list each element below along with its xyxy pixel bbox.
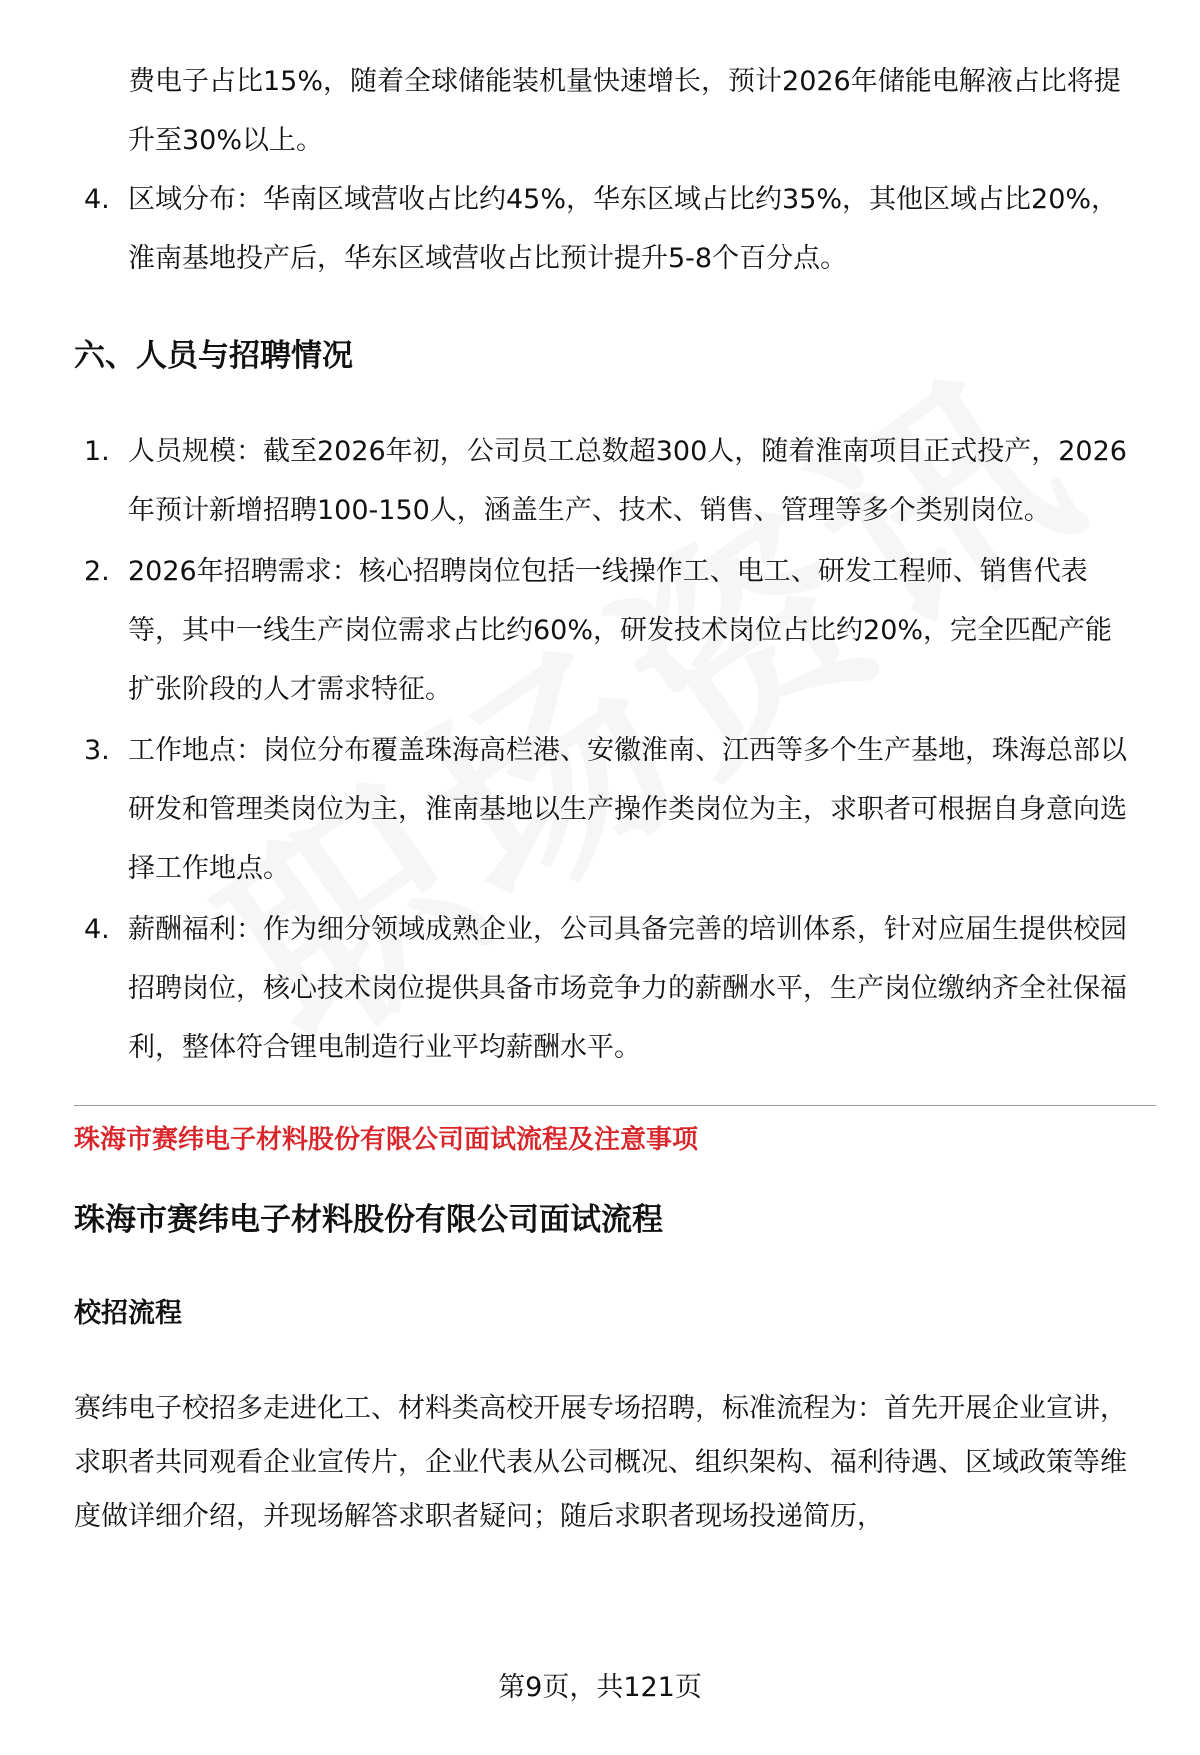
list-item-text: 人员规模：截至2026年初，公司员工总数超300人，随着淮南项目正式投产，2026年预计新增招聘100-150人，涵盖生产、技术、销售、管理等多个类别岗位。: [128, 436, 1127, 526]
list-item: [74, 542, 1134, 719]
section-divider: [74, 1105, 1156, 1106]
list-item: [74, 721, 1134, 898]
list-item: [74, 900, 1134, 1077]
list-item-number: 4.: [84, 914, 110, 945]
list-item: [74, 170, 1134, 288]
list-item-number: 3.: [84, 735, 110, 766]
list-item-text: 工作地点：岗位分布覆盖珠海高栏港、安徽淮南、江西等多个生产基地，珠海总部以研发和管理类岗位为主，淮南基地以生产操作类岗位为主，求职者可根据自身意向选择工作地点。: [128, 735, 1127, 884]
red-section-title: 珠海市赛纬电子材料股份有限公司面试流程及注意事项: [74, 1125, 699, 1155]
page-content: [74, 52, 1134, 1544]
section6-list: [74, 422, 1134, 1077]
continued-list-item-text: 费电子占比15%，随着全球储能装机量快速增长，预计2026年储能电解液占比将提升至30%以上。: [128, 66, 1121, 156]
campus-paragraph: 赛纬电子校招多走进化工、材料类高校开展专场招聘，标准流程为：首先开展企业宣讲，求职者共同观看企业宣传片，企业代表从公司概况、组织架构、福利待遇、区域政策等维度做详细介绍，并现场解答求职者疑问；随后求职者现场投递简历，: [74, 1393, 1127, 1532]
list-item-number: 2.: [84, 556, 110, 587]
list-item-number: 1.: [84, 436, 110, 467]
list-item-text: 2026年招聘需求：核心招聘岗位包括一线操作工、电工、研发工程师、销售代表等，其中一线生产岗位需求占比约60%，研发技术岗位占比约20%，完全匹配产能扩张阶段的人才需求特征。: [128, 556, 1113, 705]
list-item: [74, 422, 1134, 540]
section5-list: [74, 170, 1134, 288]
list-item-text: 区域分布：华南区域营收占比约45%，华东区域占比约35%，其他区域占比20%，淮南基地投产后，华东区域营收占比预计提升5-8个百分点。: [128, 184, 1119, 274]
section-heading: 六、人员与招聘情况: [74, 338, 353, 374]
list-item-text: 薪酬福利：作为细分领域成熟企业，公司具备完善的培训体系，针对应届生提供校园招聘岗位，核心技术岗位提供具备市场竞争力的薪酬水平，生产岗位缴纳齐全社保福利，整体符合锂电制造行业平均薪酬水平。: [128, 914, 1127, 1063]
interview-heading: 珠海市赛纬电子材料股份有限公司面试流程: [74, 1202, 663, 1238]
list-item-number: 4.: [84, 184, 110, 215]
campus-heading: 校招流程: [74, 1298, 182, 1329]
page-footer: 第9页，共121页: [498, 1672, 702, 1703]
